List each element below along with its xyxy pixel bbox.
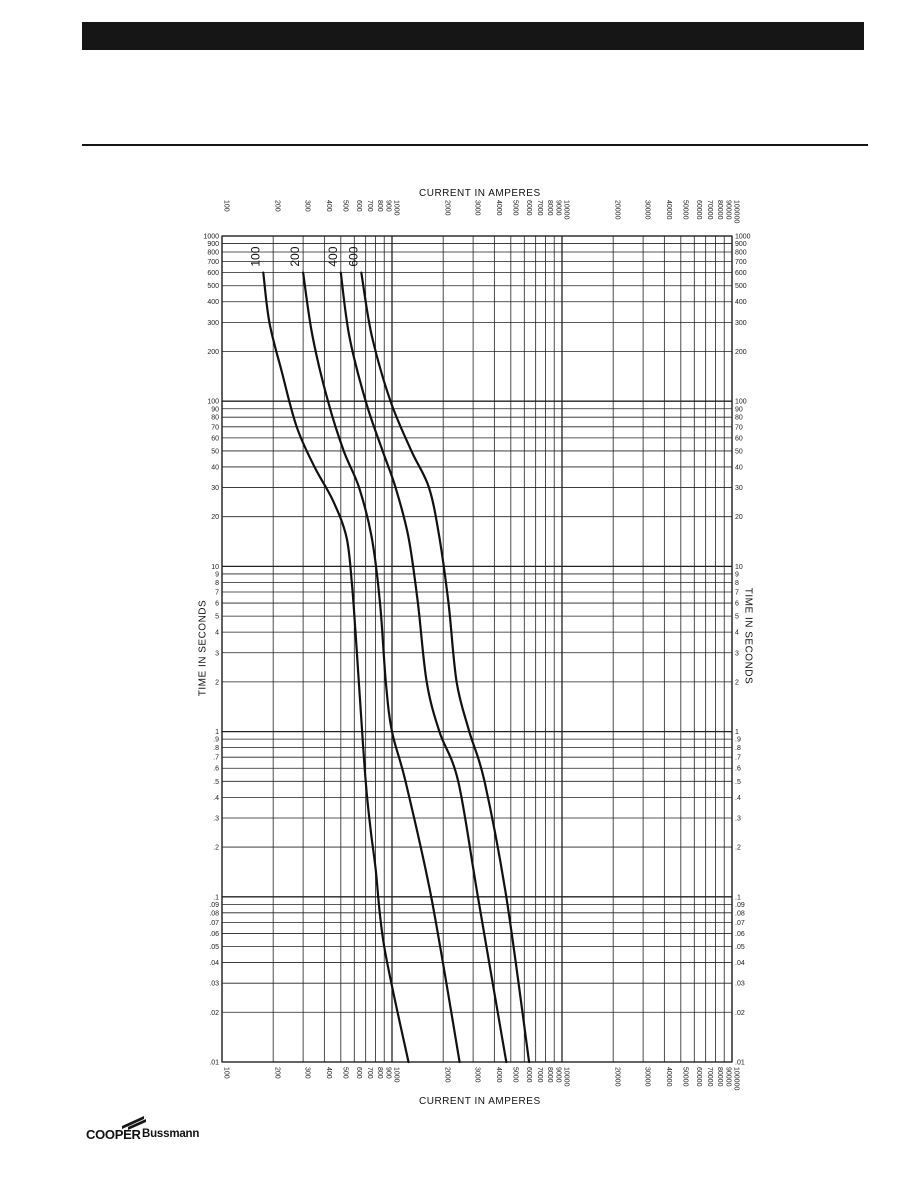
y-tick-label-left: 300 xyxy=(207,319,219,327)
curve-label-200: 200 xyxy=(288,246,303,267)
x-tick-label-top: 5000 xyxy=(511,200,519,216)
y-tick-label-right: 90 xyxy=(735,406,743,414)
x-tick-label-top: 900 xyxy=(384,200,392,212)
y-tick-label-left: 40 xyxy=(211,464,219,472)
y-tick-label-right: 30 xyxy=(735,485,743,493)
y-tick-label-right: 7 xyxy=(735,589,739,597)
y-tick-label-left: 500 xyxy=(207,283,219,291)
y-tick-label-right: 300 xyxy=(735,319,747,327)
y-tick-label-right: 20 xyxy=(735,514,743,522)
x-tick-label-bottom: 90000 xyxy=(724,1067,732,1087)
x-tick-label-bottom: 8000 xyxy=(546,1067,554,1083)
y-tick-label-right: 900 xyxy=(735,241,747,249)
y-tick-label-left: 3 xyxy=(215,650,219,658)
y-tick-label-right: .4 xyxy=(735,794,741,802)
y-tick-label-left: .6 xyxy=(213,765,219,773)
x-tick-label-top: 90000 xyxy=(724,200,732,220)
y-tick-label-left: 1 xyxy=(215,729,219,737)
x-tick-label-top: 60000 xyxy=(694,200,702,220)
y-tick-label-left: .01 xyxy=(209,1059,219,1067)
grid xyxy=(222,236,732,1062)
y-tick-label-right: 1 xyxy=(735,729,739,737)
y-tick-label-left: .06 xyxy=(209,930,219,938)
y-tick-label-right: 9 xyxy=(735,571,739,579)
y-tick-label-left: 900 xyxy=(207,241,219,249)
x-tick-label-top: 9000 xyxy=(554,200,562,216)
y-tick-label-right: 80 xyxy=(735,414,743,422)
y-tick-label-left: .9 xyxy=(213,736,219,744)
x-tick-label-bottom: 60000 xyxy=(694,1067,702,1087)
y-tick-label-left: .04 xyxy=(209,960,219,968)
x-tick-label-top: 300 xyxy=(303,200,311,212)
y-tick-label-left: 70 xyxy=(211,424,219,432)
y-tick-label-right: .9 xyxy=(735,736,741,744)
x-tick-label-bottom: 400 xyxy=(324,1067,332,1079)
y-tick-label-left: .09 xyxy=(209,901,219,909)
x-tick-label-top: 2000 xyxy=(443,200,451,216)
x-tick-label-top: 400 xyxy=(324,200,332,212)
y-tick-label-left: .8 xyxy=(213,745,219,753)
y-tick-label-right: 500 xyxy=(735,283,747,291)
y-tick-label-right: .05 xyxy=(735,944,745,952)
y-tick-label-left: 30 xyxy=(211,485,219,493)
y-tick-label-right: 2 xyxy=(735,679,739,687)
x-tick-label-top: 7000 xyxy=(536,200,544,216)
x-tick-label-top: 800 xyxy=(376,200,384,212)
cooper-bussmann-logo xyxy=(86,1114,226,1146)
y-tick-label-left: 90 xyxy=(211,406,219,414)
y-tick-label-right: .1 xyxy=(735,894,741,902)
logo-text-bussmann: Bussmann xyxy=(142,1128,200,1140)
y-tick-label-left: 2 xyxy=(215,679,219,687)
x-tick-label-bottom: 800 xyxy=(376,1067,384,1079)
x-tick-label-bottom: 30000 xyxy=(643,1067,651,1087)
x-tick-label-bottom: 300 xyxy=(303,1067,311,1079)
y-tick-label-right: 700 xyxy=(735,259,747,267)
x-tick-label-bottom: 100000 xyxy=(732,1067,740,1091)
y-tick-label-right: 40 xyxy=(735,464,743,472)
x-tick-label-bottom: 100 xyxy=(222,1067,230,1079)
y-tick-label-right: 6 xyxy=(735,600,739,608)
y-tick-label-left: 20 xyxy=(211,514,219,522)
y-tick-label-left: 1000 xyxy=(203,233,219,241)
x-tick-label-top: 8000 xyxy=(546,200,554,216)
y-tick-label-right: .04 xyxy=(735,960,745,968)
x-tick-label-bottom: 600 xyxy=(354,1067,362,1079)
y-tick-label-right: 800 xyxy=(735,249,747,257)
y-tick-label-right: .03 xyxy=(735,980,745,988)
y-tick-label-right: .09 xyxy=(735,901,745,909)
x-tick-label-top: 100000 xyxy=(732,200,740,224)
x-tick-label-bottom: 1000 xyxy=(392,1067,400,1083)
x-tick-label-bottom: 5000 xyxy=(511,1067,519,1083)
y-tick-label-left: .03 xyxy=(209,980,219,988)
y-tick-label-right: 70 xyxy=(735,424,743,432)
y-tick-label-right: 60 xyxy=(735,435,743,443)
y-tick-label-right: 3 xyxy=(735,650,739,658)
y-tick-label-left: 400 xyxy=(207,299,219,307)
x-tick-label-top: 200 xyxy=(273,200,281,212)
y-tick-label-right: 100 xyxy=(735,398,747,406)
y-tick-label-right: 5 xyxy=(735,613,739,621)
y-tick-label-left: 50 xyxy=(211,448,219,456)
x-tick-label-bottom: 700 xyxy=(366,1067,374,1079)
y-tick-label-left: 6 xyxy=(215,600,219,608)
logo-text-cooper: COOPER xyxy=(86,1127,141,1142)
y-tick-label-left: 4 xyxy=(215,629,219,637)
y-tick-label-right: .8 xyxy=(735,745,741,753)
x-tick-label-top: 600 xyxy=(354,200,362,212)
curve-label-100: 100 xyxy=(248,246,263,267)
y-tick-label-left: 9 xyxy=(215,571,219,579)
y-tick-label-left: 7 xyxy=(215,589,219,597)
x-tick-label-top: 10000 xyxy=(562,200,570,220)
x-tick-label-top: 500 xyxy=(341,200,349,212)
y-tick-label-right: .5 xyxy=(735,778,741,786)
x-tick-label-top: 100 xyxy=(222,200,230,212)
y-tick-label-left: 100 xyxy=(207,398,219,406)
x-tick-label-top: 80000 xyxy=(716,200,724,220)
curve-label-400: 400 xyxy=(325,246,340,267)
x-tick-label-top: 1000 xyxy=(392,200,400,216)
y-tick-label-left: 700 xyxy=(207,259,219,267)
y-tick-label-right: 50 xyxy=(735,448,743,456)
x-tick-label-bottom: 20000 xyxy=(613,1067,621,1087)
y-tick-label-right: .06 xyxy=(735,930,745,938)
y-tick-label-left: .4 xyxy=(213,794,219,802)
x-tick-label-top: 70000 xyxy=(706,200,714,220)
x-tick-label-bottom: 6000 xyxy=(524,1067,532,1083)
y-tick-label-left: .02 xyxy=(209,1009,219,1017)
y-tick-label-left: 800 xyxy=(207,249,219,257)
y-tick-label-left: 60 xyxy=(211,435,219,443)
y-tick-label-right: .2 xyxy=(735,844,741,852)
y-axis-title-right: TIME IN SECONDS xyxy=(742,587,754,685)
x-tick-label-bottom: 40000 xyxy=(664,1067,672,1087)
y-tick-label-right: 4 xyxy=(735,629,739,637)
y-axis-title-left: TIME IN SECONDS xyxy=(197,599,209,697)
y-tick-label-left: 8 xyxy=(215,579,219,587)
y-tick-label-right: 1000 xyxy=(735,233,751,241)
x-tick-label-bottom: 50000 xyxy=(681,1067,689,1087)
x-tick-label-bottom: 10000 xyxy=(562,1067,570,1087)
x-tick-label-top: 20000 xyxy=(613,200,621,220)
x-tick-label-bottom: 9000 xyxy=(554,1067,562,1083)
y-tick-label-right: .01 xyxy=(735,1059,745,1067)
tick-labels xyxy=(203,200,750,1090)
x-axis-title-top: CURRENT IN AMPERES xyxy=(419,188,541,199)
y-tick-label-right: .3 xyxy=(735,815,741,823)
x-tick-label-bottom: 80000 xyxy=(716,1067,724,1087)
y-tick-label-right: 8 xyxy=(735,579,739,587)
y-tick-label-right: .08 xyxy=(735,910,745,918)
y-tick-label-right: .7 xyxy=(735,754,741,762)
y-tick-label-left: .05 xyxy=(209,944,219,952)
y-tick-label-left: .2 xyxy=(213,844,219,852)
y-tick-label-left: .7 xyxy=(213,754,219,762)
curve-600 xyxy=(361,273,529,1062)
x-tick-label-top: 50000 xyxy=(681,200,689,220)
x-tick-label-top: 3000 xyxy=(473,200,481,216)
x-tick-label-bottom: 70000 xyxy=(706,1067,714,1087)
y-tick-label-right: 600 xyxy=(735,270,747,278)
x-tick-label-top: 40000 xyxy=(664,200,672,220)
y-tick-label-left: 600 xyxy=(207,270,219,278)
curves xyxy=(248,246,529,1062)
y-tick-label-right: .07 xyxy=(735,919,745,927)
curve-label-600: 600 xyxy=(346,246,361,267)
y-tick-label-left: 200 xyxy=(207,348,219,356)
y-tick-label-left: .3 xyxy=(213,815,219,823)
x-tick-label-bottom: 3000 xyxy=(473,1067,481,1083)
x-tick-label-top: 6000 xyxy=(524,200,532,216)
y-tick-label-right: .02 xyxy=(735,1009,745,1017)
y-tick-label-left: .07 xyxy=(209,919,219,927)
x-tick-label-bottom: 500 xyxy=(341,1067,349,1079)
y-tick-label-right: 200 xyxy=(735,348,747,356)
x-tick-label-bottom: 2000 xyxy=(443,1067,451,1083)
curve-200 xyxy=(303,273,460,1062)
x-axis-title-bottom: CURRENT IN AMPERES xyxy=(419,1096,541,1107)
y-tick-label-left: 10 xyxy=(211,563,219,571)
x-tick-label-bottom: 7000 xyxy=(536,1067,544,1083)
y-tick-label-right: .6 xyxy=(735,765,741,773)
x-tick-label-top: 30000 xyxy=(643,200,651,220)
x-tick-label-bottom: 4000 xyxy=(494,1067,502,1083)
y-tick-label-right: 400 xyxy=(735,299,747,307)
x-tick-label-top: 700 xyxy=(366,200,374,212)
y-tick-label-left: .08 xyxy=(209,910,219,918)
y-tick-label-right: 10 xyxy=(735,563,743,571)
y-tick-label-left: 80 xyxy=(211,414,219,422)
x-tick-label-top: 4000 xyxy=(494,200,502,216)
x-tick-label-bottom: 900 xyxy=(384,1067,392,1079)
x-tick-label-bottom: 200 xyxy=(273,1067,281,1079)
plot-frame xyxy=(222,236,732,1062)
y-tick-label-left: 5 xyxy=(215,613,219,621)
y-tick-label-left: .1 xyxy=(213,894,219,902)
y-tick-label-left: .5 xyxy=(213,778,219,786)
